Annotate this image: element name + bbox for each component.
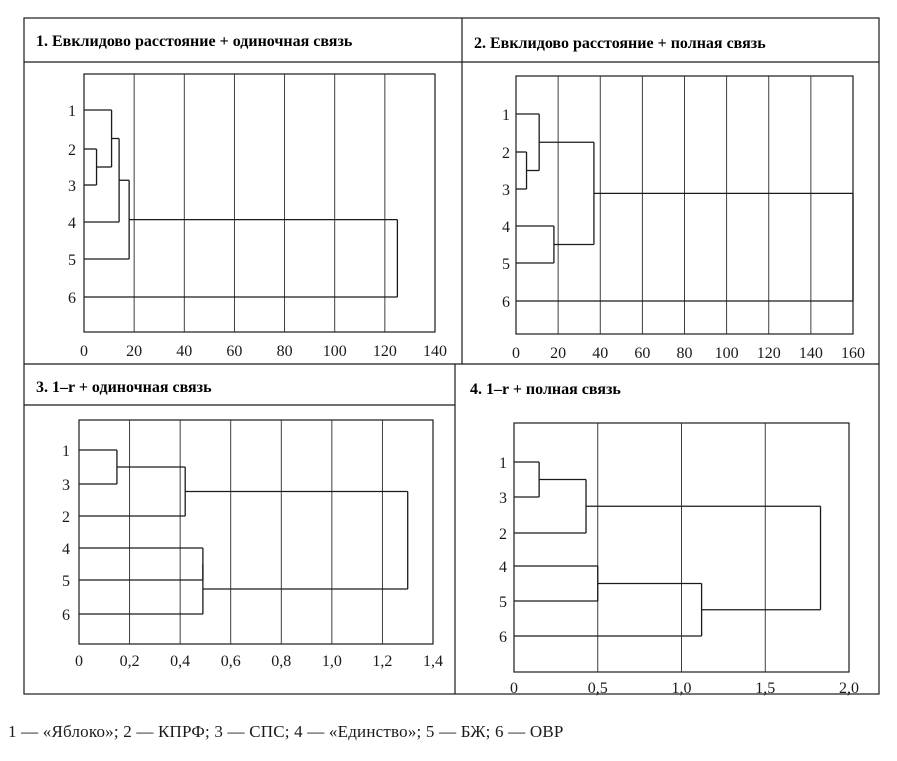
- panel-1-title: 1. Евклидово расстояние + одиночная связь: [36, 33, 353, 50]
- panel-1-plot: [68, 74, 447, 360]
- x-tick-label: 0,4: [170, 653, 191, 670]
- x-tick-label: 20: [550, 345, 567, 362]
- x-tick-label: 40: [176, 343, 193, 360]
- x-tick-label: 0,2: [119, 653, 140, 670]
- leaf-label: 5: [62, 573, 70, 590]
- leaf-label: 2: [62, 509, 70, 526]
- leaf-label: 5: [499, 594, 507, 611]
- x-tick-label: 100: [322, 343, 347, 360]
- leaf-label: 2: [68, 142, 76, 159]
- leaf-label: 1: [502, 107, 510, 124]
- x-tick-label: 0,8: [271, 653, 292, 670]
- x-tick-label: 120: [756, 345, 781, 362]
- x-tick-label: 0: [512, 345, 520, 362]
- leaf-label: 5: [68, 252, 76, 269]
- x-tick-label: 140: [798, 345, 823, 362]
- leaf-label: 6: [62, 607, 70, 624]
- leaf-label: 3: [502, 182, 510, 199]
- leaf-label: 6: [502, 294, 510, 311]
- leaf-label: 5: [502, 256, 510, 273]
- x-tick-label: 1,2: [372, 653, 393, 670]
- leaf-label: 4: [499, 559, 507, 576]
- plot-frame: [84, 74, 435, 332]
- leaf-label: 2: [499, 526, 507, 543]
- leaf-label: 3: [68, 178, 76, 195]
- x-tick-label: 0: [75, 653, 83, 670]
- leaf-label: 6: [68, 290, 76, 307]
- x-tick-label: 60: [226, 343, 243, 360]
- x-tick-label: 60: [634, 345, 651, 362]
- leaf-label: 1: [62, 443, 70, 460]
- x-tick-label: 80: [676, 345, 693, 362]
- x-tick-label: 1,5: [755, 680, 776, 697]
- panel-2-title: 2. Евклидово расстояние + полная связь: [474, 35, 766, 52]
- x-tick-label: 140: [423, 343, 447, 360]
- panel-4-plot: [499, 423, 859, 697]
- x-tick-label: 0: [80, 343, 88, 360]
- leaf-label: 4: [68, 215, 76, 232]
- plot-frame: [79, 420, 433, 644]
- leaf-label: 4: [62, 541, 70, 558]
- party-legend: 1 — «Яблоко»; 2 — КПРФ; 3 — СПС; 4 — «Единство»; 5 — БЖ; 6 — ОВР: [8, 722, 564, 741]
- leaf-label: 1: [499, 455, 507, 472]
- panel-2-plot: [502, 76, 865, 362]
- panel-3-plot: [62, 420, 443, 670]
- x-tick-label: 100: [714, 345, 739, 362]
- leaf-label: 3: [62, 477, 70, 494]
- x-tick-label: 1,0: [321, 653, 342, 670]
- panel-3-title: 3. 1–r + одиночная связь: [36, 379, 212, 396]
- leaf-label: 2: [502, 145, 510, 162]
- leaf-label: 4: [502, 219, 510, 236]
- x-tick-label: 160: [841, 345, 865, 362]
- x-tick-label: 80: [276, 343, 293, 360]
- x-tick-label: 0,5: [587, 680, 608, 697]
- x-tick-label: 1,4: [423, 653, 443, 670]
- x-tick-label: 0,6: [220, 653, 241, 670]
- x-tick-label: 1,0: [671, 680, 692, 697]
- leaf-label: 6: [499, 629, 507, 646]
- x-tick-label: 120: [372, 343, 397, 360]
- outer-frame: [24, 18, 879, 694]
- x-tick-label: 2,0: [839, 680, 859, 697]
- leaf-label: 1: [68, 103, 76, 120]
- x-tick-label: 0: [510, 680, 518, 697]
- panel-4-title: 4. 1–r + полная связь: [470, 381, 621, 398]
- leaf-label: 3: [499, 490, 507, 507]
- panel-grid-frame: [24, 18, 879, 694]
- x-tick-label: 20: [126, 343, 143, 360]
- x-tick-label: 40: [592, 345, 609, 362]
